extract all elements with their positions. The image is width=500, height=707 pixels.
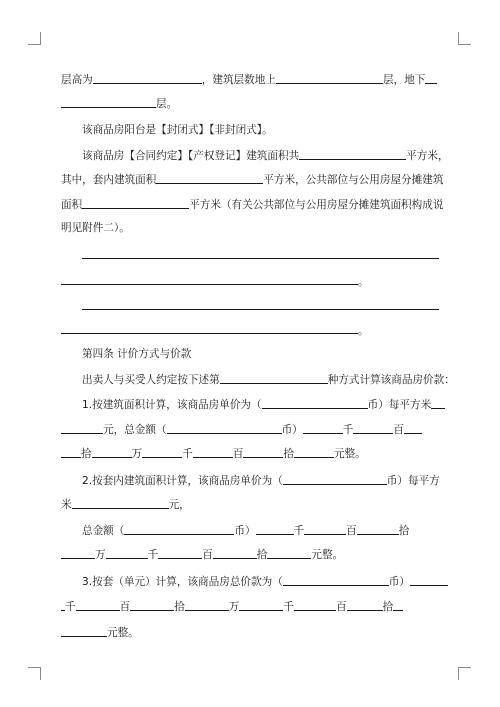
m2-total-label: 总金额（ bbox=[82, 525, 125, 537]
m3-shi-blank[interactable] bbox=[185, 599, 229, 611]
pricing-intro bbox=[82, 372, 462, 387]
m2-total-currency-suffix: 币） bbox=[234, 525, 256, 537]
m1-shi2-label: 拾 bbox=[283, 448, 294, 460]
method-3-line-3 bbox=[61, 625, 441, 640]
m2-bai2-blank[interactable] bbox=[213, 547, 257, 559]
blank-line-3[interactable] bbox=[82, 309, 439, 310]
m2-shi-label: 拾 bbox=[398, 525, 410, 537]
m1-unit-price-label: 1.按建筑面积计算，该商品房单价为（ bbox=[82, 399, 262, 411]
m3-wan-blank[interactable] bbox=[410, 574, 448, 586]
inner-area-blank[interactable] bbox=[156, 172, 263, 184]
m3-qian2-blank[interactable] bbox=[294, 599, 336, 611]
area-line-4: 明见附件二）。 bbox=[61, 222, 130, 234]
method-2-line-2 bbox=[61, 497, 441, 512]
m1-yuan-zheng-label: 元整。 bbox=[333, 448, 366, 460]
blank-period-2: 。 bbox=[358, 325, 369, 337]
m1-wan-label: 万 bbox=[131, 448, 143, 460]
m2-total-currency-blank[interactable] bbox=[124, 523, 234, 535]
method-1-line-3 bbox=[61, 446, 441, 461]
m3-shi2-label: 拾 bbox=[382, 601, 394, 613]
area-line-1 bbox=[82, 148, 462, 163]
m2-sqm-suffix: 米 bbox=[61, 499, 72, 511]
m1-bai2-blank[interactable] bbox=[193, 446, 233, 458]
m1-total-label: 元，总金额（ bbox=[103, 424, 167, 436]
floor-line-2 bbox=[61, 96, 441, 111]
m1-total-currency-blank[interactable] bbox=[167, 422, 282, 434]
below-ground-label: 层，地下 bbox=[382, 74, 426, 86]
m2-wan2-blank[interactable] bbox=[106, 547, 148, 559]
floor-height-label: 层高为 bbox=[61, 74, 93, 86]
m2-qian-label: 千 bbox=[293, 525, 305, 537]
m1-per-sqm: 币）每平方米 bbox=[367, 399, 432, 411]
m1-currency-blank[interactable] bbox=[262, 397, 368, 409]
gross-area-label: 该商品房【合同约定】【产权登记】建筑面积共 bbox=[82, 150, 300, 162]
m1-bai2-label: 百 bbox=[232, 448, 244, 460]
m2-shi-blank[interactable] bbox=[61, 547, 95, 559]
m2-unit-price-blank[interactable] bbox=[72, 497, 169, 509]
m2-yuan-label: 元， bbox=[168, 499, 190, 511]
above-ground-blank[interactable] bbox=[276, 72, 383, 84]
m3-qian-label: 千 bbox=[65, 601, 76, 613]
crop-mark-top-left bbox=[28, 32, 41, 45]
m1-bai-label: 百 bbox=[393, 424, 404, 436]
m3-shi-label: 拾 bbox=[174, 601, 185, 613]
pricing-intro-suffix: 种方式计算该商品房价款： bbox=[327, 374, 455, 386]
m2-qian2-blank[interactable] bbox=[158, 547, 202, 559]
m2-per-sqm: 币）每平方 bbox=[386, 475, 440, 487]
m3-bai-label: 百 bbox=[119, 601, 131, 613]
m3-yuan-zheng-label: 元整。 bbox=[107, 627, 139, 639]
m3-wan-label: 万 bbox=[228, 601, 240, 613]
pricing-intro-label: 出卖人与买受人约定按下述第 bbox=[82, 374, 220, 386]
m2-bai2-label: 百 bbox=[202, 549, 213, 561]
m1-shi-blank[interactable] bbox=[61, 446, 81, 458]
m1-wan-blank[interactable] bbox=[303, 422, 343, 434]
m1-shi-label: 拾 bbox=[81, 448, 92, 460]
shared-area-unit: 平方米（有关公共部位与公用房屋分摊建筑面积构成说 bbox=[189, 199, 444, 211]
m2-yuan-blank[interactable] bbox=[267, 547, 311, 559]
m2-bai-label: 百 bbox=[346, 525, 357, 537]
m3-bai-blank[interactable] bbox=[130, 599, 174, 611]
m1-qian2-blank[interactable] bbox=[142, 446, 182, 458]
method-2-line-4 bbox=[61, 547, 441, 562]
crop-mark-bottom-left bbox=[28, 667, 41, 680]
m3-currency-suffix: 币） bbox=[388, 576, 410, 588]
shared-area-blank[interactable] bbox=[82, 197, 189, 209]
m3-shi2-blank-start[interactable] bbox=[393, 599, 403, 611]
m3-qian2-label: 千 bbox=[283, 601, 294, 613]
floor-line bbox=[61, 72, 441, 87]
m3-currency-blank[interactable] bbox=[283, 574, 389, 586]
method-1-line-1 bbox=[82, 397, 462, 412]
balcony-line: 该商品房阳台是【封闭式】【非封闭式】。 bbox=[82, 124, 273, 136]
m1-total-currency-suffix: 币） bbox=[281, 424, 303, 436]
m2-qian2-label: 千 bbox=[147, 549, 159, 561]
floor-suffix: 层。 bbox=[156, 98, 178, 110]
m1-qian-blank[interactable] bbox=[353, 422, 393, 434]
m3-wan2-blank[interactable] bbox=[239, 599, 283, 611]
m1-unit-price-blank-start[interactable] bbox=[431, 397, 445, 409]
crop-mark-bottom-right bbox=[458, 667, 471, 680]
method-1-line-2 bbox=[61, 422, 441, 437]
m2-unit-price-label: 2.按套内建筑面积计算，该商品房单价为（ bbox=[82, 475, 283, 487]
m1-qian2-label: 千 bbox=[182, 448, 193, 460]
blank-line-4[interactable] bbox=[61, 333, 358, 334]
pricing-method-blank[interactable] bbox=[220, 372, 328, 384]
m3-total-label: 3.按套（单元）计算，该商品房总价款为（ bbox=[82, 576, 283, 588]
gross-area-blank[interactable] bbox=[299, 148, 406, 160]
above-ground-label: ，建筑层数地上 bbox=[201, 74, 276, 86]
m1-unit-price-blank[interactable] bbox=[61, 422, 103, 434]
m2-shi2-label: 拾 bbox=[256, 549, 268, 561]
blank-period-1: 。 bbox=[358, 276, 369, 288]
m3-qian-blank[interactable] bbox=[76, 599, 120, 611]
m3-bai2-label: 百 bbox=[335, 601, 347, 613]
m3-bai2-blank[interactable] bbox=[347, 599, 383, 611]
method-2-line-3 bbox=[82, 523, 462, 538]
article-4-heading: 第四条 计价方式与价款 bbox=[82, 348, 192, 360]
below-ground-blank[interactable] bbox=[61, 96, 156, 108]
m2-qian-blank[interactable] bbox=[304, 523, 346, 535]
method-3-line-1 bbox=[82, 574, 462, 589]
m1-shi2-blank[interactable] bbox=[243, 446, 283, 458]
m1-bai-blank[interactable] bbox=[404, 422, 422, 434]
method-3-line-2 bbox=[61, 599, 441, 614]
inner-area-label: 其中，套内建筑面积 bbox=[61, 174, 157, 186]
m2-wan-label: 万 bbox=[95, 549, 106, 561]
area-line-2 bbox=[61, 172, 444, 187]
shared-area-label: 面积 bbox=[61, 199, 83, 211]
m3-yuan-blank[interactable] bbox=[61, 625, 107, 637]
m1-wan2-blank[interactable] bbox=[92, 446, 132, 458]
m2-currency-blank[interactable] bbox=[283, 473, 387, 485]
m2-yuan-zheng-label: 元整。 bbox=[311, 549, 344, 561]
m1-qian-label: 千 bbox=[342, 424, 354, 436]
crop-mark-top-right bbox=[458, 32, 471, 45]
blank-line-2[interactable] bbox=[61, 284, 358, 285]
gross-area-unit: 平方米， bbox=[406, 150, 449, 162]
blank-line-1[interactable] bbox=[82, 258, 439, 259]
area-line-3 bbox=[61, 197, 444, 212]
m1-yuan-blank[interactable] bbox=[294, 446, 334, 458]
m2-wan-blank[interactable] bbox=[256, 523, 294, 535]
below-ground-blank-start[interactable] bbox=[425, 72, 437, 84]
method-2-line-1 bbox=[82, 473, 462, 488]
inner-area-unit: 平方米，公共部位与公用房屋分摊建筑 bbox=[263, 174, 444, 186]
m2-bai-blank[interactable] bbox=[357, 523, 399, 535]
floor-height-blank[interactable] bbox=[93, 72, 202, 84]
